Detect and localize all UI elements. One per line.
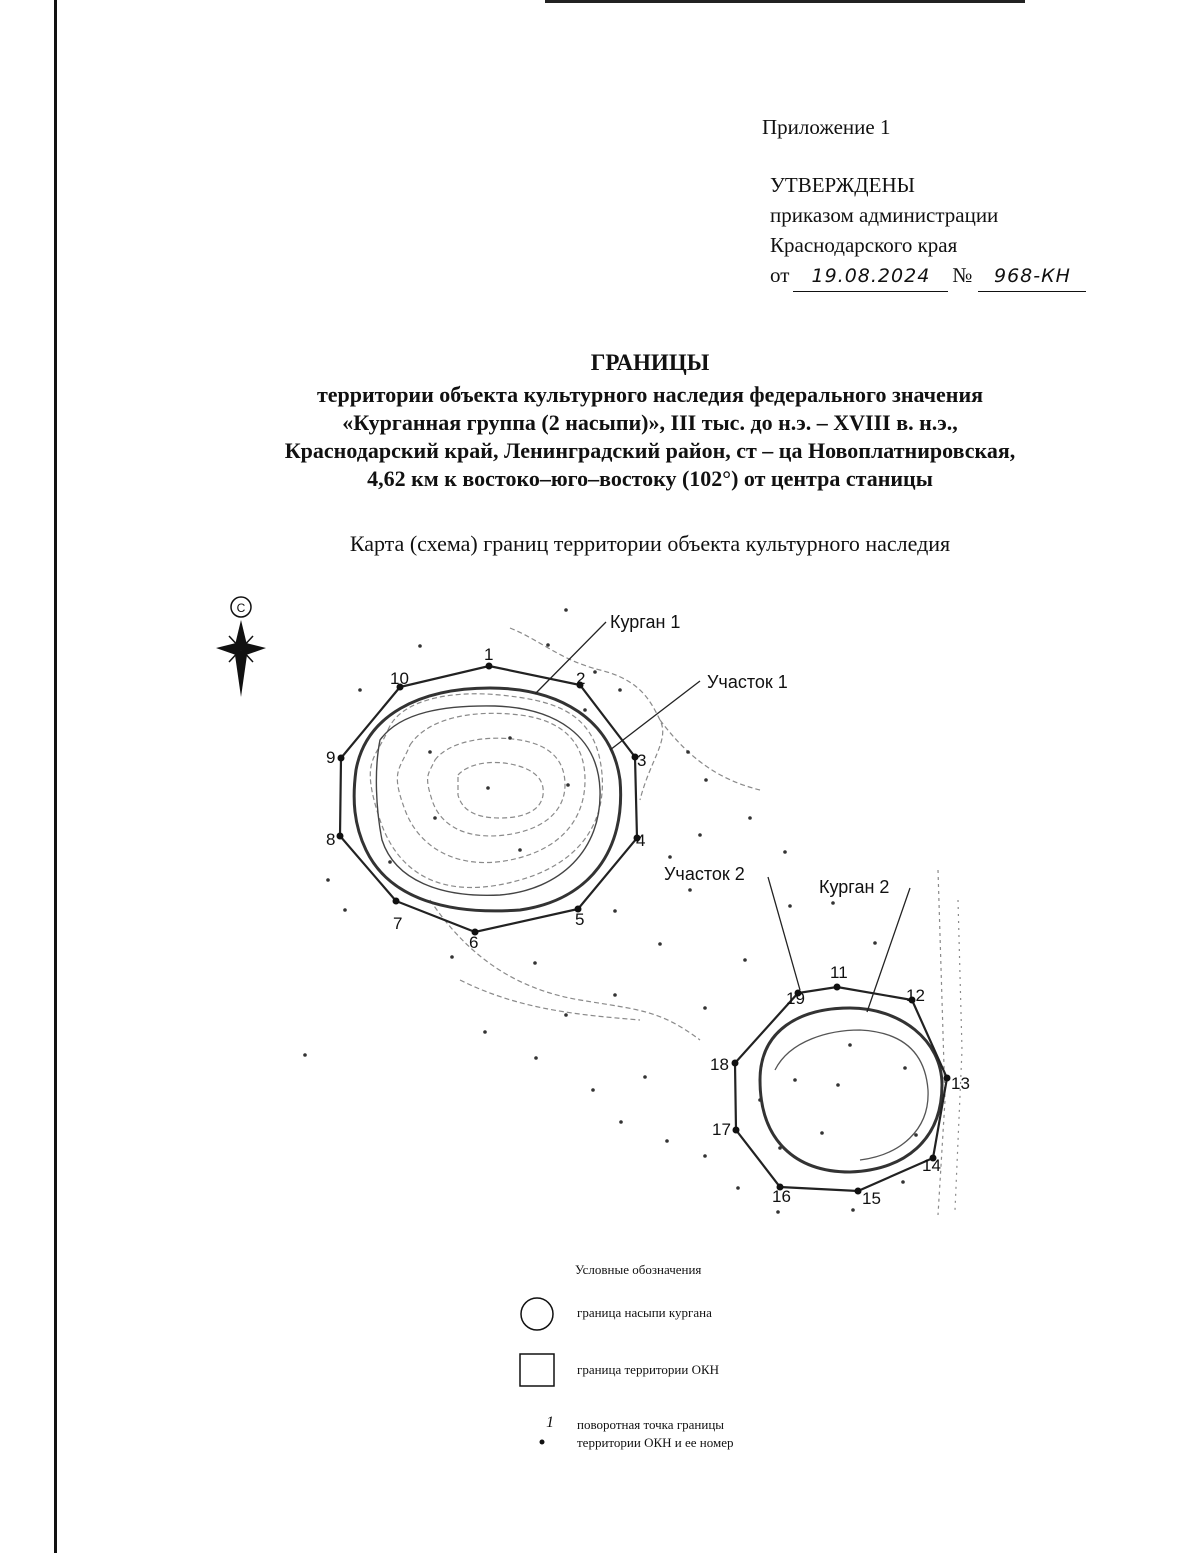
title-line-3: Краснодарский край, Ленинградский район, ст – ца Новоплатнировская, [284, 438, 1016, 463]
point-label-11: 11 [830, 963, 848, 982]
turning-point-9 [338, 755, 345, 762]
terrain-contours [370, 628, 962, 1215]
survey-points [303, 608, 918, 1214]
point-label-5: 5 [575, 910, 585, 929]
point-label-13: 13 [951, 1074, 970, 1093]
legend-text-territory: граница территории ОКН [577, 1362, 720, 1377]
turning-point-15 [855, 1188, 862, 1195]
approval-line-2: приказом администрации [770, 203, 999, 227]
title-line-2: «Курганная группа (2 насыпи)», III тыс. до н.э. – XVIII в. н.э., [342, 410, 958, 435]
point-label-7: 7 [393, 914, 403, 933]
order-number: 968-КН [978, 261, 1086, 292]
compass-letter: С [236, 601, 246, 615]
point-label-2: 2 [576, 669, 586, 688]
point-label-10: 10 [390, 669, 409, 688]
turning-point-8 [337, 833, 344, 840]
kurgan-2-mound [760, 1008, 942, 1172]
point-label-17: 17 [712, 1120, 731, 1139]
point-label-9: 9 [326, 748, 336, 767]
point-label-12: 12 [906, 986, 925, 1005]
number-label: № [952, 263, 973, 287]
legend-text-mound: граница насыпи кургана [577, 1305, 712, 1320]
label-uchastok-1: Участок 1 [707, 672, 788, 692]
circle-icon [515, 1294, 555, 1334]
point-label-15: 15 [862, 1189, 881, 1208]
title-main: ГРАНИЦЫ [590, 350, 710, 375]
point-label-14: 14 [922, 1156, 941, 1175]
territory-polygon-2 [735, 987, 947, 1191]
point-label-8: 8 [326, 830, 336, 849]
legend-text-turning-point-2: территории ОКН и ее номер [577, 1435, 734, 1450]
square-icon [515, 1351, 555, 1391]
leader-uchastok-2 [768, 877, 800, 990]
legend-title: Условные обозначения [575, 1262, 702, 1277]
point-label-6: 6 [469, 933, 479, 952]
title-line-4: 4,62 км к востоко–юго–востоку (102°) от центра станицы [367, 466, 933, 491]
turning-point-17 [733, 1127, 740, 1134]
order-date: 19.08.2024 [793, 261, 948, 292]
point-label-1: 1 [484, 645, 494, 664]
turning-points [337, 663, 951, 1195]
legend-marker-number: 1 [546, 1414, 554, 1431]
legend-text-turning-point-1: поворотная точка границы [577, 1417, 725, 1432]
kurgan-2-inner [775, 1030, 928, 1160]
leader-kurgan-2 [867, 888, 910, 1012]
point-label-16: 16 [772, 1187, 791, 1206]
turning-point-18 [732, 1060, 739, 1067]
point-label-19: 19 [786, 989, 805, 1008]
turning-point-11 [834, 984, 841, 991]
point-label-18: 18 [710, 1055, 729, 1074]
turning-point-13 [944, 1075, 951, 1082]
title-line-1: территории объекта культурного наследия федерального значения [316, 382, 984, 407]
legend-text-turning-point [577, 1416, 733, 1452]
turning-point-7 [393, 898, 400, 905]
appendix-label: Приложение 1 [762, 115, 891, 139]
label-kurgan-1: Курган 1 [610, 612, 681, 632]
map-caption: Карта (схема) границ территории объекта культурного наследия [349, 531, 951, 556]
point-label-3: 3 [637, 751, 647, 770]
approval-line-3: Краснодарского края [770, 233, 958, 257]
leader-uchastok-1 [610, 681, 700, 750]
compass-icon [216, 597, 266, 697]
point-label-4: 4 [636, 831, 646, 850]
label-uchastok-2: Участок 2 [664, 864, 745, 884]
label-kurgan-2: Курган 2 [819, 877, 890, 897]
from-label: от [770, 263, 790, 287]
approved-label: УТВЕРЖДЕНЫ [770, 173, 915, 197]
